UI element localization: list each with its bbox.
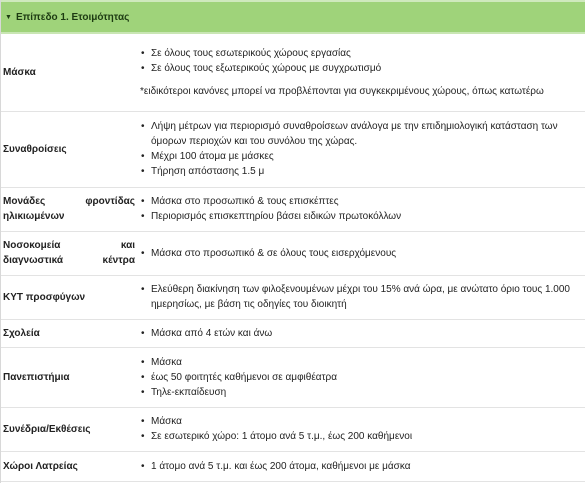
table-row	[1, 319, 585, 347]
table-row	[1, 347, 585, 407]
accordion-title: Επίπεδο 1. Ετοιμότητας	[15, 11, 130, 23]
list-item: • 1 άτομο ανά 5 τ.μ. και έως 200 άτομα, καθήμενοι με μάσκα	[135, 459, 582, 474]
list-item: • Ελεύθερη διακίνηση των φιλοξενουμένων μέχρι του 15% ανά ώρα, με ανώτατο όριο τους 1.000 ημερησίως, με βάση τις οδηγίες του διοικητή	[135, 282, 582, 312]
list-item: • Μάσκα στο προσωπικό & τους επισκέπτες	[135, 194, 582, 209]
list-item: • Λήψη μέτρων για περιορισμό συναθροίσεων ανάλογα με την επιδημιολογική κατάσταση των όμορων περιοχών και του συνόλου της χώρας.	[135, 119, 582, 149]
table-row	[1, 111, 585, 187]
bullet-list	[135, 46, 582, 76]
row-content	[135, 187, 585, 231]
row-content	[135, 231, 585, 275]
table-row	[1, 275, 585, 319]
accordion-header[interactable]	[1, 0, 585, 34]
row-content	[135, 451, 585, 481]
caret-down-icon: ▼	[5, 13, 12, 21]
row-content	[135, 319, 585, 347]
row-label: Πανεπιστήμια	[1, 347, 135, 407]
bullet-list	[135, 282, 582, 312]
list-item: • Τηλε-εκπαίδευση	[135, 385, 582, 400]
footnote: *ειδικότεροι κανόνες μπορεί να προβλέπονται για συγκεκριμένους χώρους, όπως κατωτέρω	[140, 85, 544, 97]
list-item: • Μάσκα στο προσωπικό & σε όλους τους εισερχόμενους	[135, 246, 582, 261]
bullet-list	[135, 194, 582, 224]
row-content	[135, 347, 585, 407]
row-content	[135, 111, 585, 187]
row-label: Χώροι Λατρείας	[1, 451, 135, 481]
table-row	[1, 407, 585, 451]
bullet-list	[135, 246, 582, 261]
list-item: • Μάσκα	[135, 414, 582, 429]
table-row	[1, 231, 585, 275]
row-label: ΚΥΤ προσφύγων	[1, 275, 135, 319]
list-item: • Μάσκα από 4 ετών και άνω	[135, 326, 582, 341]
row-content	[135, 275, 585, 319]
bullet-list	[135, 119, 582, 179]
list-item: • Μέχρι 100 άτομα με μάσκες	[135, 149, 582, 164]
row-content	[135, 34, 585, 111]
row-label: Συναθροίσεις	[1, 111, 135, 187]
list-item: • Μάσκα	[135, 355, 582, 370]
table-row	[1, 451, 585, 481]
list-item: • Περιορισμός επισκεπτηρίου βάσει ειδικών πρωτοκόλλων	[135, 209, 582, 224]
table-row	[1, 187, 585, 231]
row-label: Συνέδρια/Εκθέσεις	[1, 407, 135, 451]
list-item: • Σε εσωτερικό χώρο: 1 άτομο ανά 5 τ.μ., έως 200 καθήμενοι	[135, 429, 582, 444]
bullet-list	[135, 326, 582, 341]
bullet-list	[135, 355, 582, 400]
row-label: Νοσοκομεία και διαγνωστικά κέντρα	[1, 231, 135, 275]
row-label: Σχολεία	[1, 319, 135, 347]
list-item: • Σε όλους τους εσωτερικούς χώρους εργασίας	[135, 46, 582, 61]
list-item: • έως 50 φοιτητές καθήμενοι σε αμφιθέατρα	[135, 370, 582, 385]
rules-table	[1, 34, 585, 482]
row-label: Μονάδες φροντίδας ηλικιωμένων	[1, 187, 135, 231]
bullet-list	[135, 414, 582, 444]
bullet-list	[135, 459, 582, 474]
table-row	[1, 34, 585, 111]
list-item: • Τήρηση απόστασης 1.5 μ	[135, 164, 582, 179]
row-label: Μάσκα	[1, 34, 135, 111]
row-content	[135, 407, 585, 451]
list-item: • Σε όλους τους εξωτερικούς χώρους με συγχρωτισμό	[135, 61, 582, 76]
